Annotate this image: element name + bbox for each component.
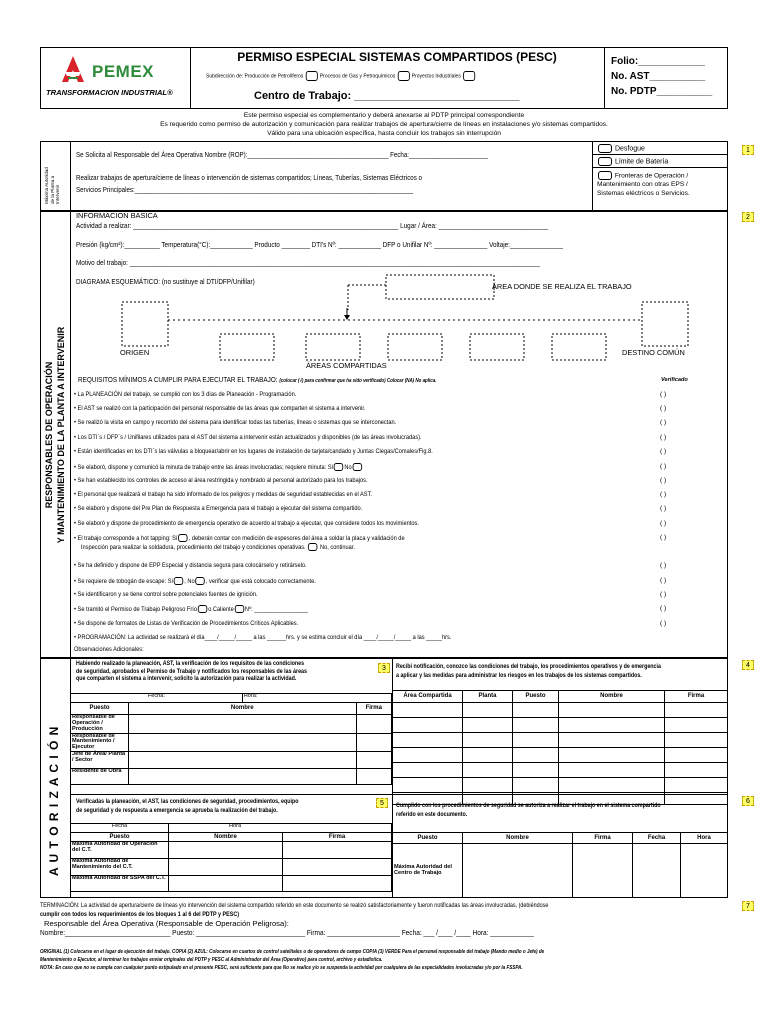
check-14[interactable]: ( ): [660, 591, 667, 598]
req-item-15: • Se tramitó el Permiso de Trabajo Peligroso Frío o Caliente Nº: _________________: [74, 605, 308, 613]
tobogan-si-checkbox[interactable]: [174, 577, 183, 585]
req-item-8: • El personal que realizará el trabajo ha sido informado de los peligros y medidas de seguridad establecidas en el AST.: [74, 491, 372, 498]
intro-line-1: Este permiso especial es complementario y deberá anexarse al PDTP principal correspondiente: [243, 112, 525, 119]
option-limite[interactable]: Límite de Batería: [597, 157, 668, 166]
pemex-eagle-icon: [56, 54, 90, 88]
block-number-5: 5: [376, 798, 388, 808]
logo-subtitle: TRANSFORMACION INDUSTRIAL®: [46, 88, 173, 97]
block-number-1: 1: [742, 145, 754, 155]
area-compartida-box-4: [470, 334, 524, 360]
minuta-si-checkbox[interactable]: [334, 463, 343, 471]
check-4[interactable]: ( ): [660, 434, 667, 441]
block-number-3: 3: [378, 663, 390, 673]
verificado-header: Verificado: [661, 377, 688, 383]
block-4-text: Recibí notificación, conozco las condiciones del trabajo, los procedimientos operativos y de emergencia a aplicar y las medidas para administrar los riesgos en los trabajos de los sistemas compartidos.: [396, 663, 661, 679]
check-2[interactable]: ( ): [660, 405, 667, 412]
areas-compartidas-label: ÁREAS COMPARTIDAS: [306, 361, 387, 370]
req-item-4: • Los DTI´s / DFP´s / Unifilares utilizados para el AST del sistema a intervenir están actualizados y disponibles (de las áreas involucradas).: [74, 434, 422, 441]
logo-text: PEMEX: [92, 62, 155, 81]
b3-nombre-4[interactable]: [129, 769, 357, 785]
area-trabajo-label: ÁREA DONDE SE REALIZA EL TRABAJO: [492, 282, 632, 291]
req-item-10: • Se elaboró y dispone de procedimiento de emergencia operativo de acuerdo al trabajo a ejecutar, que considere todos los movimientos.: [74, 520, 419, 527]
footer-notes: ORIGINAL (1) Colocarse en el lugar de ejecución del trabajo. COPIA (2) AZUL: Colocarse en cuartos de control satelitales o de operadores de campo COPIA (3) VERDE Para el personal responsable del trabajo (Mando medio o Jefe) de Mantenimiento o Ejecutor, al terminar los trabajos enviar originales del PDTP y PESC al Administrador del Área (Operativo) para control, archivo y estadística. NOTA: En caso que no se cumpla con cualquier punto estipulado en el presente PESC, será suficiente para que No se realice y/o se suspenda la actividad por cualquiera de las especialidades involucradas y/o por la FSSPA.: [40, 949, 545, 971]
block-6-table: Puesto Nombre Firma Fecha Hora Máxima Autoridad del Centro de Trabajo: [392, 832, 728, 898]
b5-fecha-cell[interactable]: Fecha: [71, 824, 169, 833]
b3-firma-1[interactable]: [356, 715, 392, 734]
limite-checkbox[interactable]: [598, 157, 612, 166]
intro-line-2: Es requerido como permiso de autorización y comunicación para realizar trabajos de apertura/cierre de líneas en instalaciones y/o sistemas compartidos.: [160, 121, 608, 128]
subdir-checkbox-2[interactable]: [397, 71, 409, 81]
centro-trabajo-field[interactable]: Centro de Trabajo: ___________________________: [254, 90, 520, 102]
req-item-11: • El trabajo corresponde a hot tapping: Sí , deberán contar con medición de espesores del área a soldar la placa y validación de Inspección para realizar la soldadura, procedimiento del trabajo y condiciones operativas. No, continuar.: [74, 535, 405, 551]
check-8[interactable]: ( ): [660, 491, 667, 498]
area-compartida-box-2: [306, 334, 360, 360]
area-compartida-box-1: [220, 334, 274, 360]
option-desfogue[interactable]: Desfogue: [597, 144, 645, 153]
b3-hora-cell[interactable]: Hora:: [242, 694, 391, 703]
req-item-3: • Se realizó la visita en campo y recorrido del sistema para identificar todas las tuberías, líneas o sistemas que se interconectan.: [74, 419, 397, 426]
destino-label: DESTINO COMÚN: [622, 348, 685, 357]
diagrama-title: DIAGRAMA ESQUEMÁTICO: (no sustituye al DTI/DFP/Unifilar): [76, 277, 255, 286]
hot-tapping-no-checkbox[interactable]: [308, 543, 317, 551]
ptp-caliente-checkbox[interactable]: [235, 605, 244, 613]
autorizacion-side-label: A U T O R I Z A C I Ó N: [47, 725, 61, 876]
block-3-table: Fecha: Hora: Puesto Nombre Firma Responsable de Operación / Producción Responsable de Mantenimiento / Ejecutor Jefe de Área/ Planta / Sector Residente de Obra: [70, 693, 392, 785]
req-item-12: • Se ha definido y dispone de EPP Especial y distancia segura para colocárselo y retirárselo.: [74, 562, 307, 569]
b3-fecha-cell[interactable]: Fecha:: [71, 694, 243, 703]
section-1-side-label: Máxima Autoridad de la Planta a Intervenir: [44, 167, 61, 204]
termination-block: TERMINACIÓN: La actividad de apertura/cierre de líneas y/o intervención del sistema compartido referido en este documento se realizó satisfactoriamente y fueron notificadas las áreas involucradas, (debiéndose cumplir con todos los requerimientos de los bloques 1 al 6 del PDTP y PESC) Responsable del Área Operativa (Responsable de Operación Peligrosa): Nombre:_____________________________ Puesto: ______________________________ Firma: ____________________ Fecha: ___ /____ /____ Hora: ____________: [40, 901, 730, 937]
check-9[interactable]: ( ): [660, 505, 667, 512]
req-item-9: • Se elaboró y dispone del Pre Plan de Respuesta a Emergencia para el trabajo a ejecutar del sistema compartido.: [74, 505, 363, 512]
subdir-checkbox-1[interactable]: [306, 71, 318, 81]
section-2-side-label: RESPONSABLES DE OPERACIÓN Y MANTENIMIENTO DE LA PLANTA A INTERVENIR: [44, 326, 66, 544]
block-4-table: Área Compartida Planta Puesto Nombre Firma: [392, 690, 728, 805]
req-item-1: • La PLANEACIÓN del trabajo, se cumplió con los 3 días de Planeación - Programación.: [74, 391, 297, 398]
destino-box: [642, 302, 688, 346]
b3-firma-2[interactable]: [356, 733, 392, 752]
check-11[interactable]: ( ): [660, 534, 667, 541]
origen-box: [122, 302, 168, 346]
block-5-table: Fecha Hora Puesto Nombre Firma Máxima Autoridad de Operación del C.T. Máxima Autoridad de Mantenimiento del C.T. Máxima Autoridad de SSPA del C.T.: [70, 823, 392, 892]
req-item-13: • Se requiere de tobogán de escape: Sí , No , verificar que está colocado correctamente.: [74, 577, 316, 585]
servicios-line[interactable]: Servicios Principales:_________________________________________________________________________________: [76, 185, 414, 194]
req-item-7: • Se han establecido los controles de acceso al área restringida y nombrado al personal autorizado para los trabajos.: [74, 477, 368, 484]
b3-firma-4[interactable]: [356, 769, 392, 785]
ptp-frio-checkbox[interactable]: [198, 605, 207, 613]
actividad-line[interactable]: Actividad a realizar: ___________________________________________________________________________ Lugar / Área: _______________________________: [76, 221, 549, 230]
block-number-7: 7: [742, 901, 754, 911]
option-fronteras[interactable]: Fronteras de Operación / Mantenimiento con otras EPS / Sistemas eléctricos o Servicios.: [597, 172, 690, 198]
b3-nombre-3[interactable]: [129, 752, 357, 769]
requisitos-title: REQUISITOS MÍNIMOS A CUMPLIR PARA EJECUTAR EL TRABAJO: (colocar (√) para confirmar que ha sido verificado) Colocar (NA) No aplica.: [78, 375, 437, 384]
subdir-checkbox-3[interactable]: [463, 71, 475, 81]
check-12[interactable]: ( ): [660, 562, 667, 569]
req-item-16: • Se dispone de formatos de Listas de Verificación de Procedimientos Críticos Aplicables.: [74, 620, 299, 627]
rop-request-line[interactable]: Se Solicita al Responsable del Área Operativa Nombre (ROP):_________________________________________ Fecha:_______________________: [76, 150, 489, 159]
intro-line-3: Válido para una ubicación específica, hasta concluir los trabajos sin interrupción: [267, 130, 501, 137]
block-3-text: Habiendo realizado la planeación, AST, la verificación de los requisitos de las condiciones de seguridad, aprobados el Permiso de Trabajo y notificados los responsables de las áreas que comparten el sistema a intervenir, solicito la autorización para realizar la actividad.: [76, 660, 307, 683]
info-basica-title: INFORMACION BASICA: [76, 211, 158, 220]
desfogue-checkbox[interactable]: [598, 144, 612, 153]
fronteras-checkbox[interactable]: [598, 171, 612, 180]
check-16[interactable]: ( ): [660, 620, 667, 627]
check-13[interactable]: ( ): [660, 577, 667, 584]
programacion-line[interactable]: • PROGRAMACIÓN: La actividad se realizará el día____/_____/_____ a las ______hrs. y se estima concluir el día ____/_____/_____ a las _____hrs.: [74, 634, 452, 641]
check-3[interactable]: ( ): [660, 419, 667, 426]
minuta-no-checkbox[interactable]: [353, 463, 362, 471]
block-number-6: 6: [742, 796, 754, 806]
signature-line[interactable]: Nombre:_____________________________ Puesto: ______________________________ Firma: ____________________ Fecha: ___ /____ /____ Hora: ____________: [40, 928, 534, 937]
responsable-line: Responsable del Área Operativa (Responsable de Operación Peligrosa):: [44, 919, 289, 928]
b5-hora-cell[interactable]: Hora: [169, 824, 392, 833]
folio-field[interactable]: Folio:____________: [611, 56, 705, 67]
area-trabajo-link: [348, 285, 494, 310]
req-item-14: • Se identificaron y se tiene control sobre potenciales fuentes de ignición.: [74, 591, 258, 598]
no-ast-field[interactable]: No. AST__________: [611, 71, 706, 82]
observaciones-line[interactable]: Observaciones Adicionales:: [74, 646, 144, 653]
check-7[interactable]: ( ): [660, 477, 667, 484]
area-compartida-box-5: [552, 334, 606, 360]
motivo-line[interactable]: Motivo del trabajo: ____________________________________________________________________________________________________________________: [76, 258, 540, 267]
tobogan-no-checkbox[interactable]: [196, 577, 205, 585]
area-compartida-box-3: [388, 334, 442, 360]
requisitos-note: (colocar (√) para confirmar que ha sido verificado) Colocar (NA) No aplica.: [279, 378, 437, 384]
b3-firma-3[interactable]: [356, 752, 392, 769]
subdir-option-3: Proyectos Industriales: [411, 73, 461, 80]
req-item-6: • Se elaboró, dispone y comunicó la minuta de trabajo entre las áreas involucradas; requiere minuta: Sí No: [74, 463, 694, 471]
presion-line[interactable]: Presión (kg/cm²):__________ Temperatura(°C):____________ Producto ________ DTI's Nº: ____________ DFP o Unifilar Nº: _______________ Voltaje:_______________: [76, 240, 563, 249]
subdir-option-1: Producción de Petrolíferos: [244, 73, 304, 80]
block-6-text: Cumplido con los procedimientos de seguridad se autoriza a realizar el trabajo en el sistema compartido referido en este documento.: [396, 802, 661, 818]
req-item-5: • Están identificadas en los DTI´s las válvulas a bloquear/abrir en los lugares de instalación de tarjeta/candado y Juntas Ciegas/Comales/Fig.8.: [74, 448, 433, 455]
check-6[interactable]: ( ): [660, 463, 667, 470]
b3-nombre-2[interactable]: [129, 733, 357, 752]
hot-tapping-si-checkbox[interactable]: [178, 534, 187, 542]
req-item-2: • El AST se realizó con la participación del personal responsable de las áreas que comparten el sistema a intervenir.: [74, 405, 366, 412]
check-15[interactable]: ( ): [660, 605, 667, 612]
block-number-2: 2: [742, 212, 754, 222]
origen-label: ORIGEN: [120, 348, 150, 357]
intro-text: [40, 111, 728, 138]
check-10[interactable]: ( ): [660, 520, 667, 527]
subdir-label: Subdirección de:: [206, 73, 244, 80]
subdir-option-2: Procesos de Gas y Petroquímicos: [319, 73, 396, 80]
trabajos-line: Realizar trabajos de apertura/cierre de líneas o intervención de sistemas compartidos; Líneas, Tuberías, Sistemas Eléctricos o: [76, 173, 422, 182]
no-pdtp-field[interactable]: No. PDTP__________: [611, 86, 713, 97]
b3-nombre-1[interactable]: [129, 715, 357, 734]
check-1[interactable]: ( ): [660, 391, 667, 398]
area-trabajo-box: [386, 275, 494, 299]
block-number-4: 4: [742, 660, 754, 670]
pemex-logo: [44, 52, 184, 104]
check-5[interactable]: ( ): [660, 448, 667, 455]
subdireccion-row: [206, 71, 520, 81]
block-5-text: Verificadas la planeación, el AST, las condiciones de seguridad, procedimientos, equipo de seguridad y de respuesta a emergencia se aprueba la realización del trabajo.: [76, 798, 299, 814]
document-title: PERMISO ESPECIAL SISTEMAS COMPARTIDOS (PESC): [237, 50, 557, 64]
